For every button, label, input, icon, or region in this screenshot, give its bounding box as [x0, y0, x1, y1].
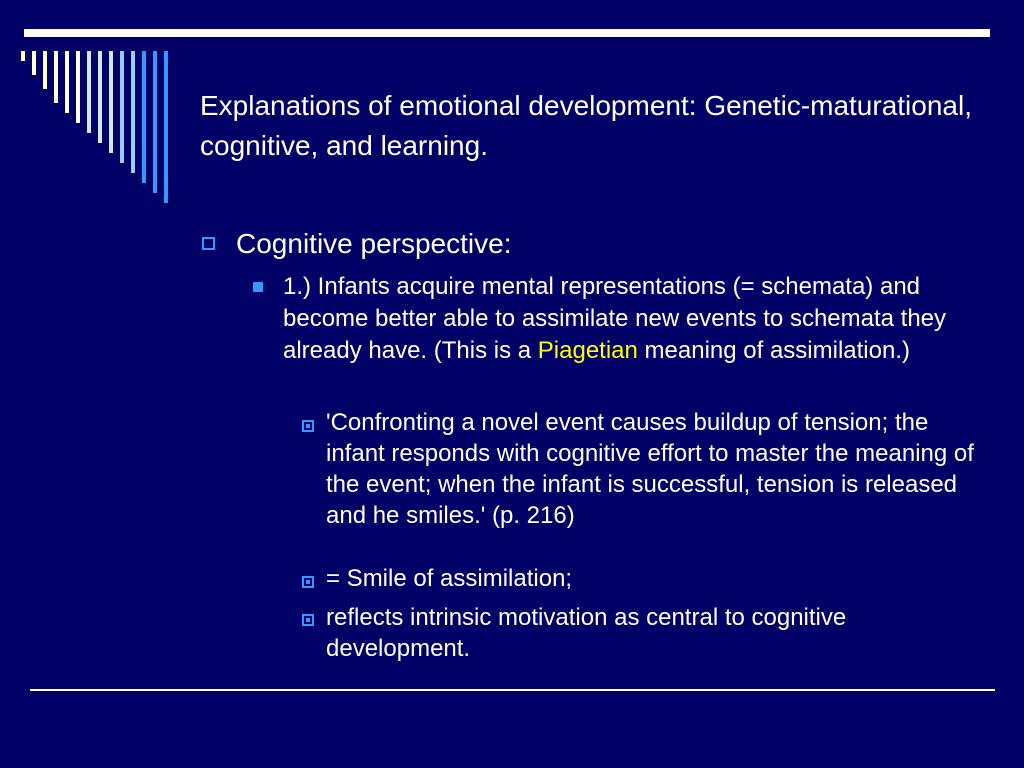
stripe — [87, 51, 91, 133]
bullet-text-end: meaning of assimilation.) — [637, 337, 910, 364]
stripe — [142, 51, 146, 183]
stripe — [164, 51, 168, 203]
sub-bullet-smile: = Smile of assimilation; — [326, 565, 573, 592]
filled-square-bullet-icon — [253, 282, 263, 292]
hollow-square-bullet-icon — [202, 237, 215, 250]
stripe — [109, 51, 113, 153]
stripe — [131, 51, 135, 173]
stripe — [54, 51, 58, 103]
square-bullet-icon — [302, 576, 314, 588]
stripe — [32, 51, 36, 75]
stripe — [43, 51, 47, 89]
highlight-piagetian: Piagetian — [537, 337, 638, 364]
slide-title: Explanations of emotional development: Genetic-maturational, cognitive, and learning. — [200, 90, 972, 161]
bullet-mental-representations — [283, 271, 973, 367]
stripe — [98, 51, 102, 143]
stripe — [65, 51, 69, 113]
stripe — [21, 51, 25, 61]
bullet-cognitive-perspective: Cognitive perspective: — [236, 228, 512, 259]
top-rule — [24, 29, 990, 37]
bullet-text: 1.) Infants acquire mental representations (= schemata) and become better able to assimilate new events to schemata they already have. (This is a — [283, 273, 947, 364]
bottom-rule — [30, 689, 995, 691]
sub-bullet-quote: 'Confronting a novel event causes buildup of tension; the infant responds with cognitive effort to master the meaning of the event; when the infant is successful, tension is released and he smiles.' (p. 216) — [326, 409, 974, 529]
stripe — [76, 51, 80, 123]
square-bullet-icon — [302, 420, 314, 432]
stripe — [120, 51, 124, 163]
stripe — [153, 51, 157, 193]
sub-bullet-motivation: reflects intrinsic motivation as central to cognitive development. — [326, 604, 847, 662]
square-bullet-icon — [302, 614, 314, 626]
